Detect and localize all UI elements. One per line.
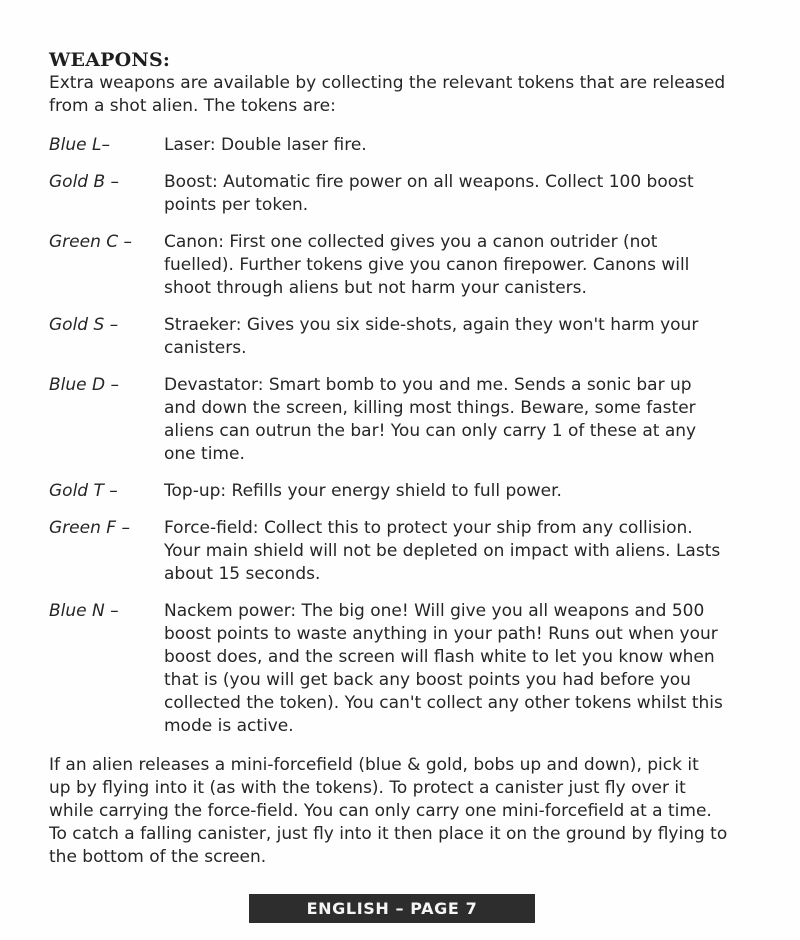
token-code: Green C – [49, 232, 133, 252]
token-row-blue-l [49, 134, 749, 157]
token-description: Boost: Automatic fire power on all weapons. Collect 100 boost points per token. [164, 172, 694, 215]
section-heading: WEAPONS: [49, 49, 171, 71]
token-row-green-c [49, 231, 749, 300]
token-row-blue-n [49, 600, 749, 738]
token-description: Force-field: Collect this to protect your ship from any collision. Your main shield will not be depleted on impact with aliens. Lasts about 15 seconds. [164, 518, 721, 584]
token-code: Blue L– [49, 135, 110, 155]
token-row-blue-d [49, 374, 749, 466]
token-code: Gold S – [49, 315, 119, 335]
token-row-gold-b [49, 171, 749, 217]
token-code: Blue N – [49, 601, 119, 621]
token-code: Gold B – [49, 172, 120, 192]
token-code: Green F – [49, 518, 130, 538]
token-row-gold-s [49, 314, 749, 360]
token-code: Gold T – [49, 481, 118, 501]
token-list [49, 134, 749, 752]
token-description: Devastator: Smart bomb to you and me. Sends a sonic bar up and down the screen, killing most things. Beware, some faster aliens can outrun the bar! You can only carry 1 of these at any one time. [164, 375, 697, 464]
token-description: Nackem power: The big one! Will give you all weapons and 500 boost points to waste anything in your path! Runs out when your boost does, and the screen will flash white to let you know when that is (you will get back any boost points you had before you collected the token). You can't collect any other tokens whilst this mode is active. [164, 601, 723, 736]
token-description: Canon: First one collected gives you a canon outrider (not fuelled). Further tokens give you canon firepower. Canons will shoot through aliens but not harm your canisters. [164, 232, 690, 298]
page-footer-label: ENGLISH – PAGE 7 [306, 899, 478, 918]
token-description: Straeker: Gives you six side-shots, again they won't harm your canisters. [164, 315, 699, 358]
token-description: Laser: Double laser fire. [164, 135, 367, 155]
page-footer-bar [249, 894, 535, 923]
token-description: Top-up: Refills your energy shield to full power. [164, 481, 562, 501]
token-row-gold-t [49, 480, 749, 503]
token-row-green-f [49, 517, 749, 586]
token-code: Blue D – [49, 375, 120, 395]
intro-paragraph: Extra weapons are available by collecting the relevant tokens that are released from a shot alien. The tokens are: [49, 73, 726, 116]
outro-paragraph: If an alien releases a mini-forcefield (blue & gold, bobs up and down), pick it up by flying into it (as with the tokens). To protect a canister just fly over it while carrying the force-field. You can only carry one mini-forcefield at a time. To catch a falling canister, just fly into it then place it on the ground by flying to the bottom of the screen. [49, 755, 728, 867]
